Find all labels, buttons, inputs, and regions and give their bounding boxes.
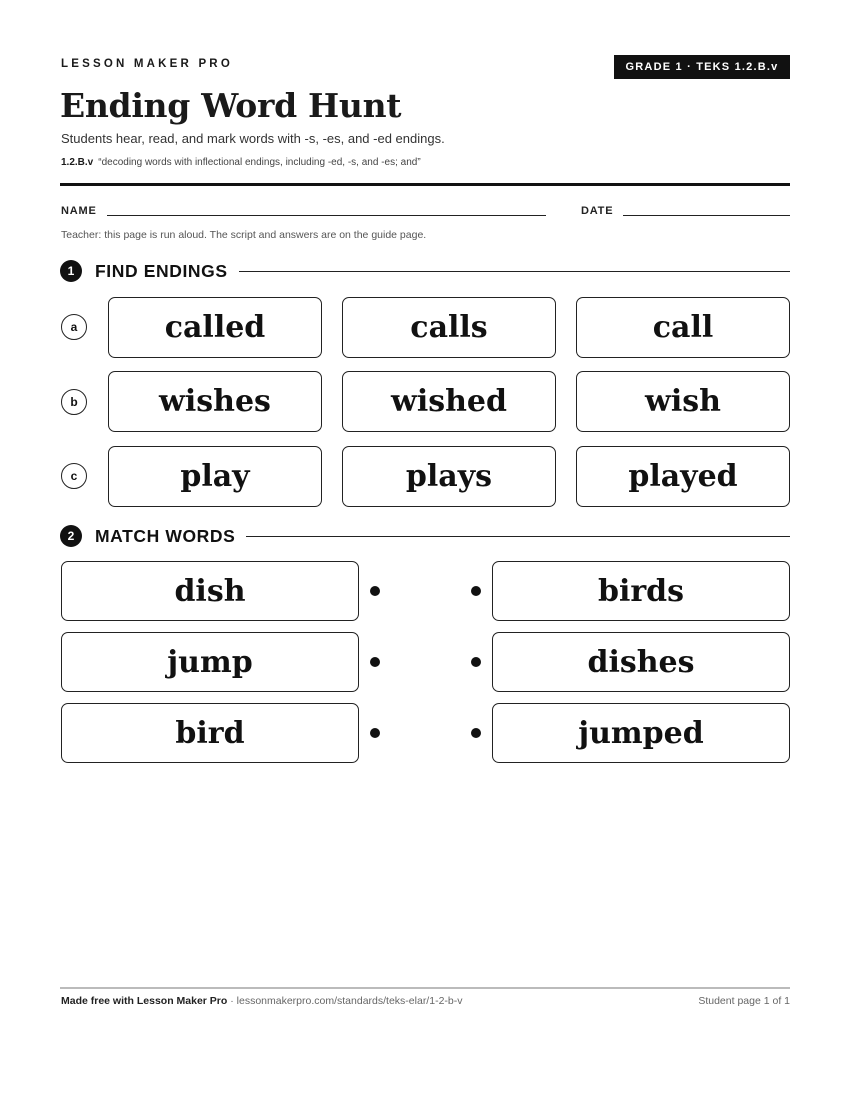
footer-divider — [60, 987, 790, 989]
name-field[interactable] — [107, 215, 546, 216]
match-right-word[interactable]: dishes — [492, 632, 790, 692]
name-label: NAME — [61, 205, 97, 217]
date-field[interactable] — [623, 215, 790, 216]
page-title: Ending Word Hunt — [60, 86, 402, 125]
date-label: DATE — [581, 205, 614, 217]
match-left-word[interactable]: bird — [61, 703, 359, 763]
row-letter-c: c — [61, 463, 87, 489]
word-choice[interactable]: wished — [342, 371, 556, 432]
match-right-dot[interactable] — [471, 657, 481, 667]
grade-badge: GRADE 1 · TEKS 1.2.B.v — [614, 55, 790, 79]
word-choice[interactable]: calls — [342, 297, 556, 358]
word-choice[interactable]: called — [108, 297, 322, 358]
section-2-title: MATCH WORDS — [95, 525, 236, 546]
match-left-dot[interactable] — [370, 728, 380, 738]
match-left-word[interactable]: jump — [61, 632, 359, 692]
section-2-number: 2 — [60, 525, 82, 547]
section-2-header — [60, 523, 790, 549]
teacher-note: Teacher: this page is run aloud. The script and answers are on the guide page. — [61, 229, 427, 241]
page-indicator: Student page 1 of 1 — [698, 995, 790, 1007]
header-divider — [60, 183, 790, 186]
standard-text: “decoding words with inflectional endings, including -ed, -s, and -es; and” — [98, 157, 421, 168]
match-left-dot[interactable] — [370, 586, 380, 596]
word-choice[interactable]: played — [576, 446, 790, 507]
match-left-dot[interactable] — [370, 657, 380, 667]
match-left-word[interactable]: dish — [61, 561, 359, 621]
match-right-dot[interactable] — [471, 728, 481, 738]
standard-line — [61, 157, 421, 168]
word-choice[interactable]: wishes — [108, 371, 322, 432]
row-letter-b: b — [61, 389, 87, 415]
match-right-dot[interactable] — [471, 586, 481, 596]
page-subtitle: Students hear, read, and mark words with -s, -es, and -ed endings. — [61, 131, 445, 146]
word-choice[interactable]: play — [108, 446, 322, 507]
word-choice[interactable]: wish — [576, 371, 790, 432]
footer-url[interactable]: · lessonmakerpro.com/standards/teks-elar/1-2-b-v — [230, 995, 463, 1007]
brand-name: LESSON MAKER PRO — [61, 58, 233, 70]
word-choice[interactable]: call — [576, 297, 790, 358]
section-2-rule — [246, 536, 790, 537]
section-1-title: FIND ENDINGS — [95, 260, 228, 281]
match-right-word[interactable]: jumped — [492, 703, 790, 763]
footer-made-with: Made free with Lesson Maker Pro — [61, 995, 228, 1007]
section-1-rule — [239, 271, 790, 272]
row-letter-a: a — [61, 314, 87, 340]
match-right-word[interactable]: birds — [492, 561, 790, 621]
section-1-header — [60, 258, 790, 284]
footer-credit — [61, 995, 463, 1007]
section-1-number: 1 — [60, 260, 82, 282]
word-choice[interactable]: plays — [342, 446, 556, 507]
standard-code: 1.2.B.v — [61, 157, 94, 168]
